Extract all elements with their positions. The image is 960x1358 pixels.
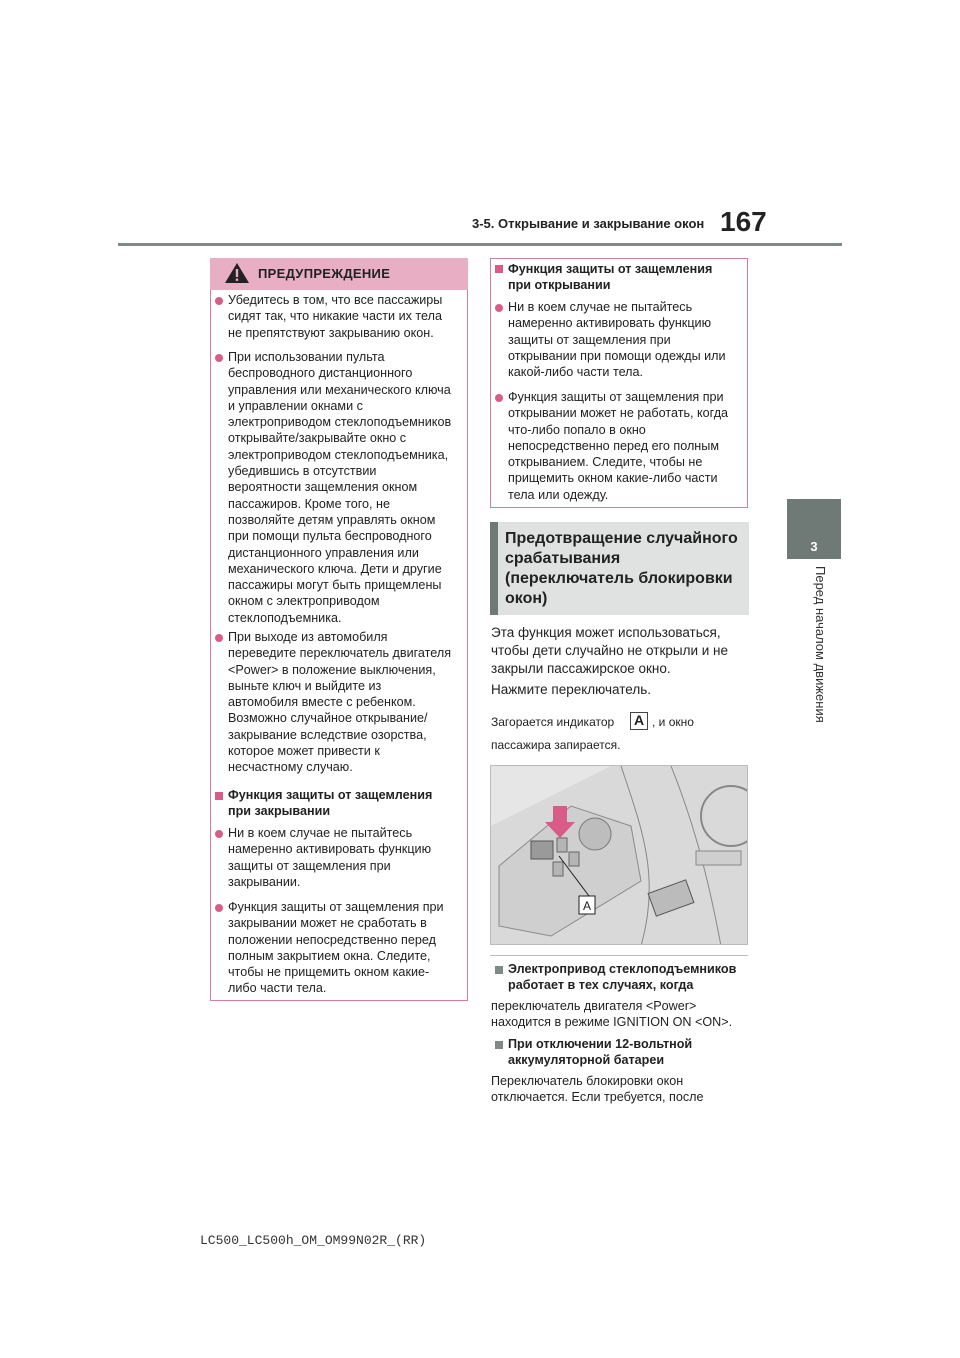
warning-title: ПРЕДУПРЕЖДЕНИЕ: [258, 266, 391, 281]
page-number: 167: [720, 206, 767, 237]
bullet-icon: [495, 304, 503, 312]
callout-label: A: [582, 899, 592, 913]
indicator-text-line2: пассажира запирается.: [491, 738, 621, 752]
square-bullet-icon: [215, 792, 223, 800]
bullet-icon: [215, 830, 223, 838]
bullet-icon: [215, 297, 223, 305]
indicator-text-after: , и окно: [652, 715, 694, 729]
header-divider: [118, 243, 842, 246]
chapter-tab: [787, 499, 841, 559]
warning-sub-bullet-1: Ни в коем случае не пытайтесь намеренно активировать функцию защиты от защемления при закрывании.: [228, 826, 432, 889]
caution-bullet-2: Функция защиты от защемления при открывании может не работать, когда что-либо попало в окно непосредственно перед его полным открыванием. Следите, чтобы не прищемить окном какие-либо части тела или одежду.: [508, 390, 729, 502]
indicator-label: A: [630, 712, 648, 730]
square-bullet-icon: [495, 966, 503, 974]
window-lock-switch-illustration: [491, 766, 748, 945]
bullet-icon: [215, 634, 223, 642]
square-bullet-icon: [495, 1041, 503, 1049]
warning-bullet-3: При выходе из автомобиля переведите переключатель двигателя <Power> в положение выключения, выньте ключ и выйдите из автомобиля вместе с ребенком. Возможно случайное открывание/ закрывание вследствие озорства, которое может привести к несчастному случаю.: [228, 630, 452, 775]
warning-bullet-2: При использовании пульта беспроводного дистанционного управления или механического ключа и управлении окнами с электроприводом стеклоподъемников открывайте/закрывайте окно с электроприводом стеклоподъемника, убедившись в отсутствии вероятности защемления окном пассажиров. Кроме того, не позволяйте детям управлять окном при помощи пульта беспроводного дистанционного управления или механического ключа. Дети и другие пассажиры могут быть прищемлены окном с электроприводом стеклоподъемника.: [228, 350, 452, 625]
caution-bullet-1: Ни в коем случае не пытайтесь намеренно активировать функцию защиты от защемления при открывании при помощи одежды или какой-либо части тела.: [508, 300, 726, 380]
bullet-icon: [215, 354, 223, 362]
door-switch-illustration: [490, 765, 748, 945]
bullet-icon: [495, 394, 503, 402]
chapter-title: Перед началом движения: [813, 566, 828, 723]
section-title: 3-5. Открывание и закрывание окон: [472, 216, 705, 231]
step-text: Нажмите переключатель.: [491, 682, 651, 697]
warning-bullet-1: Убедитесь в том, что все пассажиры сидят так, что никакие части их тела не препятствуют закрыванию окон.: [228, 293, 443, 340]
caution-subheading: Функция защиты от защемления при открывании: [508, 262, 713, 293]
bullet-icon: [215, 904, 223, 912]
warning-triangle-icon: [224, 262, 250, 284]
chapter-number: 3: [810, 539, 818, 554]
section-intro: Эта функция может использоваться, чтобы дети случайно не открыли и не закрыли пассажирское окно.: [491, 625, 728, 676]
note-2-body: Переключатель блокировки окон отключается. Если требуется, после: [491, 1074, 704, 1105]
square-bullet-icon: [495, 265, 503, 273]
illustration-divider: [490, 955, 748, 956]
document-code: LC500_LC500h_OM_OM99N02R_(RR): [200, 1233, 427, 1248]
warning-sub-bullet-2: Функция защиты от защемления при закрывании может не сработать в положении непосредственно перед полным закрытием окна. Следите, чтобы не прищемить окном какие- либо части тела.: [228, 900, 444, 996]
note-1-title: Электропривод стеклоподъемников работает в тех случаях, когда: [508, 962, 737, 993]
section-heading: Предотвращение случайного срабатывания (переключатель блокировки окон): [505, 530, 738, 607]
indicator-text-before: Загорается индикатор: [491, 715, 615, 729]
note-1-body: переключатель двигателя <Power> находится в режиме IGNITION ON <ON>.: [491, 999, 733, 1030]
warning-subheading: Функция защиты от защемления при закрывании: [228, 788, 433, 819]
note-2-title: При отключении 12-вольтной аккумуляторной батареи: [508, 1037, 693, 1068]
